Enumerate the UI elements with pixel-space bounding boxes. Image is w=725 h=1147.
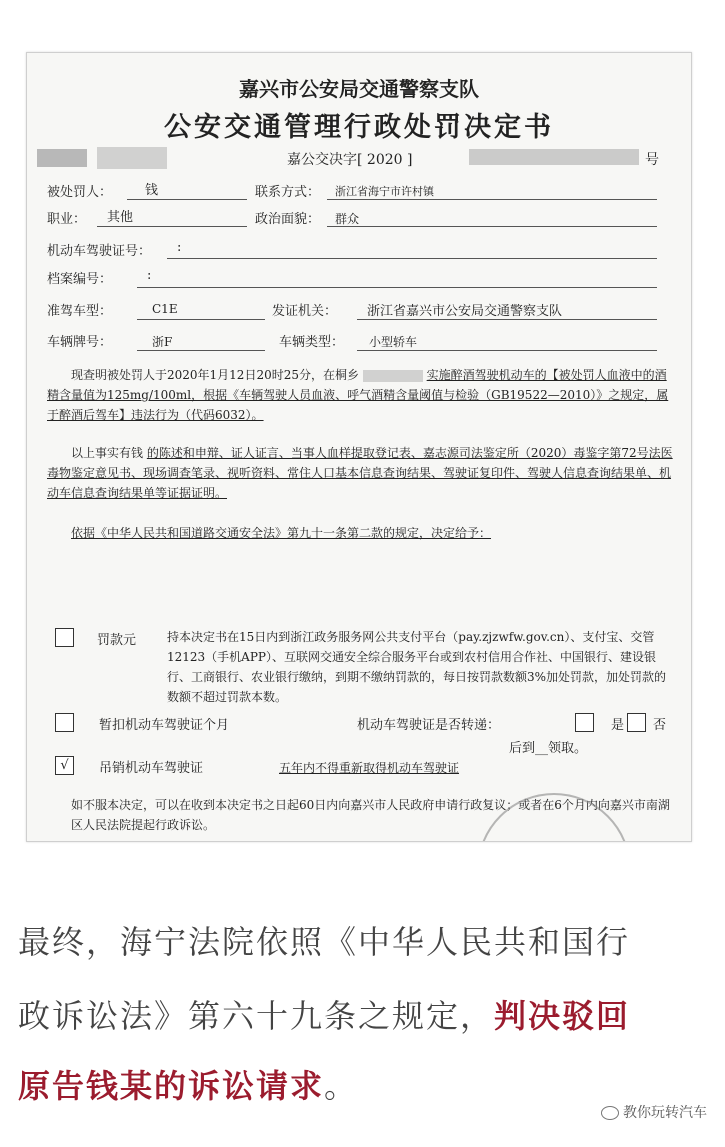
redaction bbox=[469, 149, 639, 165]
punished-value: 钱 bbox=[145, 183, 159, 198]
caption-line-3-highlight: 原告钱某的诉讼请求 bbox=[18, 1067, 325, 1105]
fine-checkbox[interactable] bbox=[55, 628, 74, 647]
caption-line-3-end: 。 bbox=[324, 1067, 359, 1105]
penalty-decision-document bbox=[26, 52, 692, 842]
facts-detail: 实施醉酒驾驶机动车的【被处罚人血液中的酒精含量值为125mg/100ml，根据《车辆驾驶人员血液、呼气酒精含量阈值与检验（GB19522—2010）》之规定，属于醉酒后驾车】违法行为（代码6032）。 bbox=[47, 368, 669, 422]
plate-label: 车辆牌号： bbox=[47, 335, 113, 350]
evidence-paragraph bbox=[47, 443, 677, 503]
transfer-yes-checkbox[interactable] bbox=[575, 713, 594, 732]
redaction bbox=[37, 149, 87, 167]
contact-label: 联系方式： bbox=[255, 185, 321, 200]
document-number: 嘉公交决字[ 2020 ] bbox=[287, 152, 413, 168]
vehicle-type-label: 车辆类型： bbox=[279, 335, 345, 350]
file-number-label: 档案编号： bbox=[47, 272, 113, 287]
caption-line-2-plain: 政诉讼法》第六十九条之规定， bbox=[18, 997, 495, 1035]
appeal-paragraph: 如不服本决定，可以在收到本决定书之日起60日内向嘉兴市人民政府申请行政复议；或者在6个月内向嘉兴市南湖区人民法院提起行政诉讼。 bbox=[71, 798, 670, 832]
revoke-label: 吊销机动车驾驶证 bbox=[99, 761, 204, 776]
vehicle-class-label: 准驾车型： bbox=[47, 304, 113, 319]
redaction bbox=[97, 147, 167, 169]
facts-intro: 现查明被处罚人于2020年1月12日20时25分，在桐乡 bbox=[71, 368, 359, 382]
fine-label: 罚款元 bbox=[97, 633, 137, 648]
caption-line-3 bbox=[18, 1066, 713, 1106]
transfer-label: 机动车驾驶证是否转递： bbox=[357, 718, 501, 733]
political-value: 群众 bbox=[335, 212, 360, 226]
contact-value: 浙江省海宁市许村镇 bbox=[335, 185, 434, 198]
vehicle-type-value: 小型轿车 bbox=[369, 335, 418, 349]
authority-value: 浙江省嘉兴市公安局交通警察支队 bbox=[367, 304, 563, 319]
suspend-checkbox[interactable] bbox=[55, 713, 74, 732]
authority-label: 发证机关： bbox=[272, 304, 338, 319]
license-value: : bbox=[177, 240, 182, 255]
political-label: 政治面貌： bbox=[255, 212, 321, 227]
vehicle-class-value: C1E bbox=[152, 302, 178, 316]
plate-value: 浙F bbox=[152, 335, 173, 349]
facts-paragraph bbox=[47, 365, 677, 425]
occupation-value: 其他 bbox=[107, 210, 134, 225]
number-suffix: 号 bbox=[645, 152, 659, 168]
transfer-no-checkbox[interactable] bbox=[627, 713, 646, 732]
watermark bbox=[601, 1102, 707, 1122]
caption-line-2-highlight: 判决驳回 bbox=[494, 997, 631, 1035]
issuer-title: 嘉兴市公安局交通警察支队 bbox=[239, 77, 479, 101]
legal-basis: 依据《中华人民共和国道路交通安全法》第九十一条第二款的规定，决定给予： bbox=[71, 526, 492, 540]
revoke-checkbox[interactable]: √ bbox=[55, 756, 74, 775]
evidence-detail: 的陈述和申辩、证人证言、当事人血样提取登记表、嘉志源司法鉴定所（2020）毒鉴字第72号法医毒物鉴定意见书、现场调查笔录、视听资料、常住人口基本信息查询结果、驾驶证复印件、驾驶人信息查询结果单、机动车信息查询结果单等证据证明。 bbox=[47, 446, 673, 500]
license-label: 机动车驾驶证号： bbox=[47, 244, 152, 259]
file-number-value: : bbox=[147, 268, 152, 283]
wechat-icon bbox=[601, 1106, 619, 1120]
suspend-label: 暂扣机动车驾驶证个月 bbox=[99, 718, 230, 733]
no-label: 否 bbox=[653, 718, 667, 733]
punished-label: 被处罚人： bbox=[47, 185, 113, 200]
document-title: 公安交通管理行政处罚决定书 bbox=[164, 112, 554, 143]
watermark-text: 教你玩转汽车 bbox=[623, 1105, 707, 1121]
caption-line-1: 最终，海宁法院依照《中华人民共和国行 bbox=[18, 923, 631, 961]
occupation-label: 职业： bbox=[47, 212, 87, 227]
yes-label: 是 bbox=[611, 718, 625, 733]
caption-line-2 bbox=[18, 996, 713, 1036]
fine-text: 持本决定书在15日内到浙江政务服务网公共支付平台（pay.zjzwfw.gov.cn）、支付宝、交管12123（手机APP）、互联网交通安全综合服务平台或到农村信用合作社、中国银行、建设银行、工商银行、农业银行缴纳，到期不缴纳罚款的，每日按罚款数额3%加处罚款，加处罚款的数额不超过罚款本数。 bbox=[167, 630, 667, 704]
revoke-note: 五年内不得重新取得机动车驾驶证 bbox=[279, 761, 460, 775]
evidence-intro: 以上事实有钱 bbox=[71, 446, 144, 460]
receive-label: 后到__领取。 bbox=[509, 741, 588, 756]
